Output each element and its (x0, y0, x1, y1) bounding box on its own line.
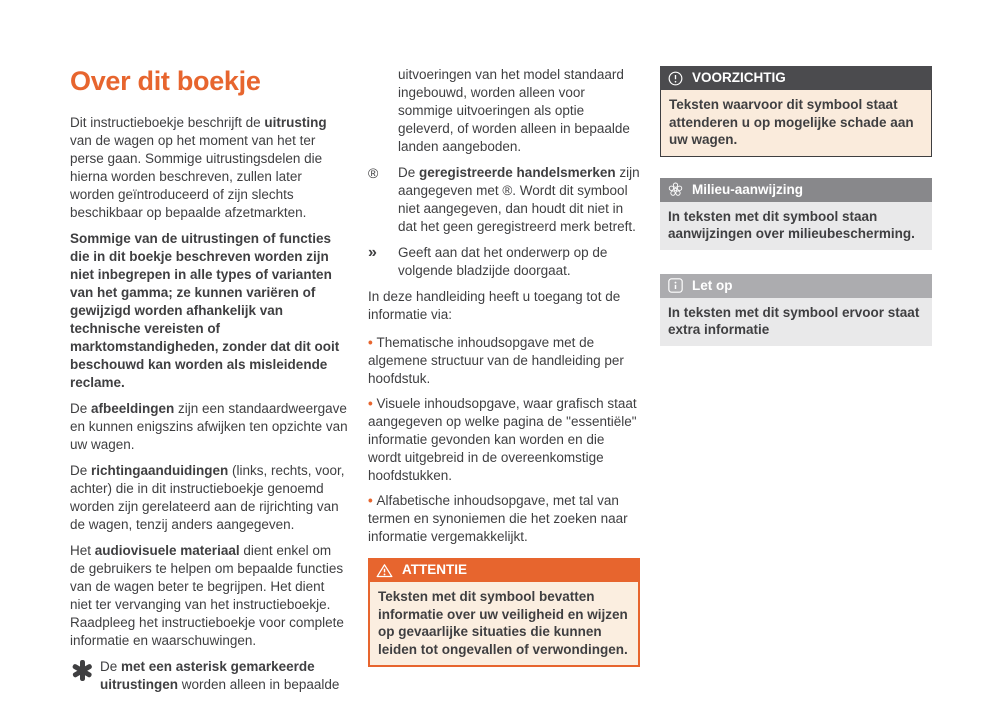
continuation-arrows-list-item (368, 244, 640, 280)
trademark-item-text: De geregistreerde handelsmerken zijn aangegeven met ®. Wordt dit symbool niet aangegeven, dan houdt dit niet in dat het geen geregistreerd merk betreft. (398, 165, 640, 234)
column-left (70, 66, 348, 702)
environment-box-header (660, 178, 932, 202)
environment-box-body: In teksten met dit symbool staan aanwijzingen over milieubescherming. (660, 202, 932, 250)
hanging-indent-spacer (368, 66, 398, 156)
attention-box-title: ATTENTIE (402, 562, 467, 577)
note-box-title: Let op (692, 277, 733, 293)
caution-box-title: VOORZICHTIG (692, 70, 786, 85)
continuation-text: uitvoeringen van het model standaard ingebouwd, worden alleen voor sommige uitvoeringen als optie geleverd, of worden alleen in bepaalde landen aangeboden. (398, 67, 630, 154)
note-box-header (660, 274, 932, 298)
caution-box-body: Teksten waarvoor dit symbool staat attenderen u op mogelijke schade aan uw wagen. (660, 90, 932, 157)
environment-box (660, 178, 932, 250)
bullet-thematic-index: • Thematische inhoudsopgave met de algemene structuur van de handleiding per hoofdstuk. (368, 334, 640, 388)
column-right (660, 66, 932, 367)
trademark-list-item (368, 164, 640, 236)
bullet-alphabetical-index: • Alfabetische inhoudsopgave, met tal van termen en synoniemen die het zoeken naar informatie vergemakkelijkt. (368, 492, 640, 546)
continuation-arrows-symbol: » (368, 244, 376, 261)
paragraph-directions: De richtingaanduidingen (links, rechts, voor, achter) die in dit instructieboekje genoemd worden zijn gerelateerd aan de rijrichting van de wagen, tenzij anders aangegeven. (70, 463, 345, 532)
registered-trademark-symbol: ® (368, 165, 379, 181)
attention-box-body: Teksten met dit symbool bevatten informatie over uw veiligheid en wijzen op gevaarlijke situaties die kunnen leiden tot ongevallen of verwondingen. (368, 582, 640, 667)
paragraph-illustrations: De afbeeldingen zijn een standaardweergave en kunnen enigszins afwijken ten opzichte van uw wagen. (70, 401, 348, 452)
attention-box (368, 558, 640, 667)
asterisk-item-text: De met een asterisk gemarkeerde uitrustingen worden alleen in bepaalde (100, 659, 340, 692)
note-box (660, 274, 932, 346)
page-title: Over dit boekje (70, 66, 261, 96)
circle-exclamation-icon (668, 71, 683, 86)
note-box-body: In teksten met dit symbool ervoor staat extra informatie (660, 298, 932, 346)
asterisk-item-continuation (368, 66, 640, 156)
environment-box-title: Milieu-aanwijzing (692, 181, 804, 197)
flower-icon (668, 182, 683, 197)
paragraph-disclaimer: Sommige van de uitrustingen of functies die in dit boekje beschreven worden zijn niet inbegrepen in alle types of varianten van het gamma; ze kunnen variëren of gewijzigd worden afhankelijk van technische vereisten of marktomstandigheden, zonder dat dit ooit beschouwd kan worden als misleidende reclame. (70, 231, 340, 390)
paragraph-audiovisual: Het audiovisuele materiaal dient enkel om de gebruikers te helpen om bepaalde functies van de wagen beter te begrijpen. Het dient niet ter vervanging van het instructieboekje. Raadpleeg het instructieboekje voor complete informatie en waarschuwingen. (70, 543, 344, 648)
asterisk-list-item (70, 658, 348, 694)
column-middle (368, 66, 640, 667)
asterisk-icon (70, 658, 100, 694)
arrows-item-text: Geeft aan dat het onderwerp op de volgende bladzijde doorgaat. (398, 245, 608, 278)
attention-box-header (368, 558, 640, 582)
paragraph-equipment: Dit instructieboekje beschrijft de uitrusting van de wagen op het moment van het ter perse gaan. Sommige uitrustingsdelen die hierna worden beschreven, zullen later worden geïntroduceerd of zijn slechts beschikbaar op bepaalde afzetmarkten. (70, 115, 327, 220)
caution-box (660, 66, 932, 157)
bullet-visual-index: • Visuele inhoudsopgave, waar grafisch staat aangegeven op welke pagina de "essentiële" informatie gevonden kan worden en die wordt uitgebreid in de overeenkomstige hoofdstukken. (368, 395, 640, 485)
warning-triangle-icon (376, 563, 393, 578)
info-icon (668, 278, 683, 293)
access-intro-text: In deze handleiding heeft u toegang tot de informatie via: (368, 289, 621, 322)
caution-box-header (660, 66, 932, 90)
